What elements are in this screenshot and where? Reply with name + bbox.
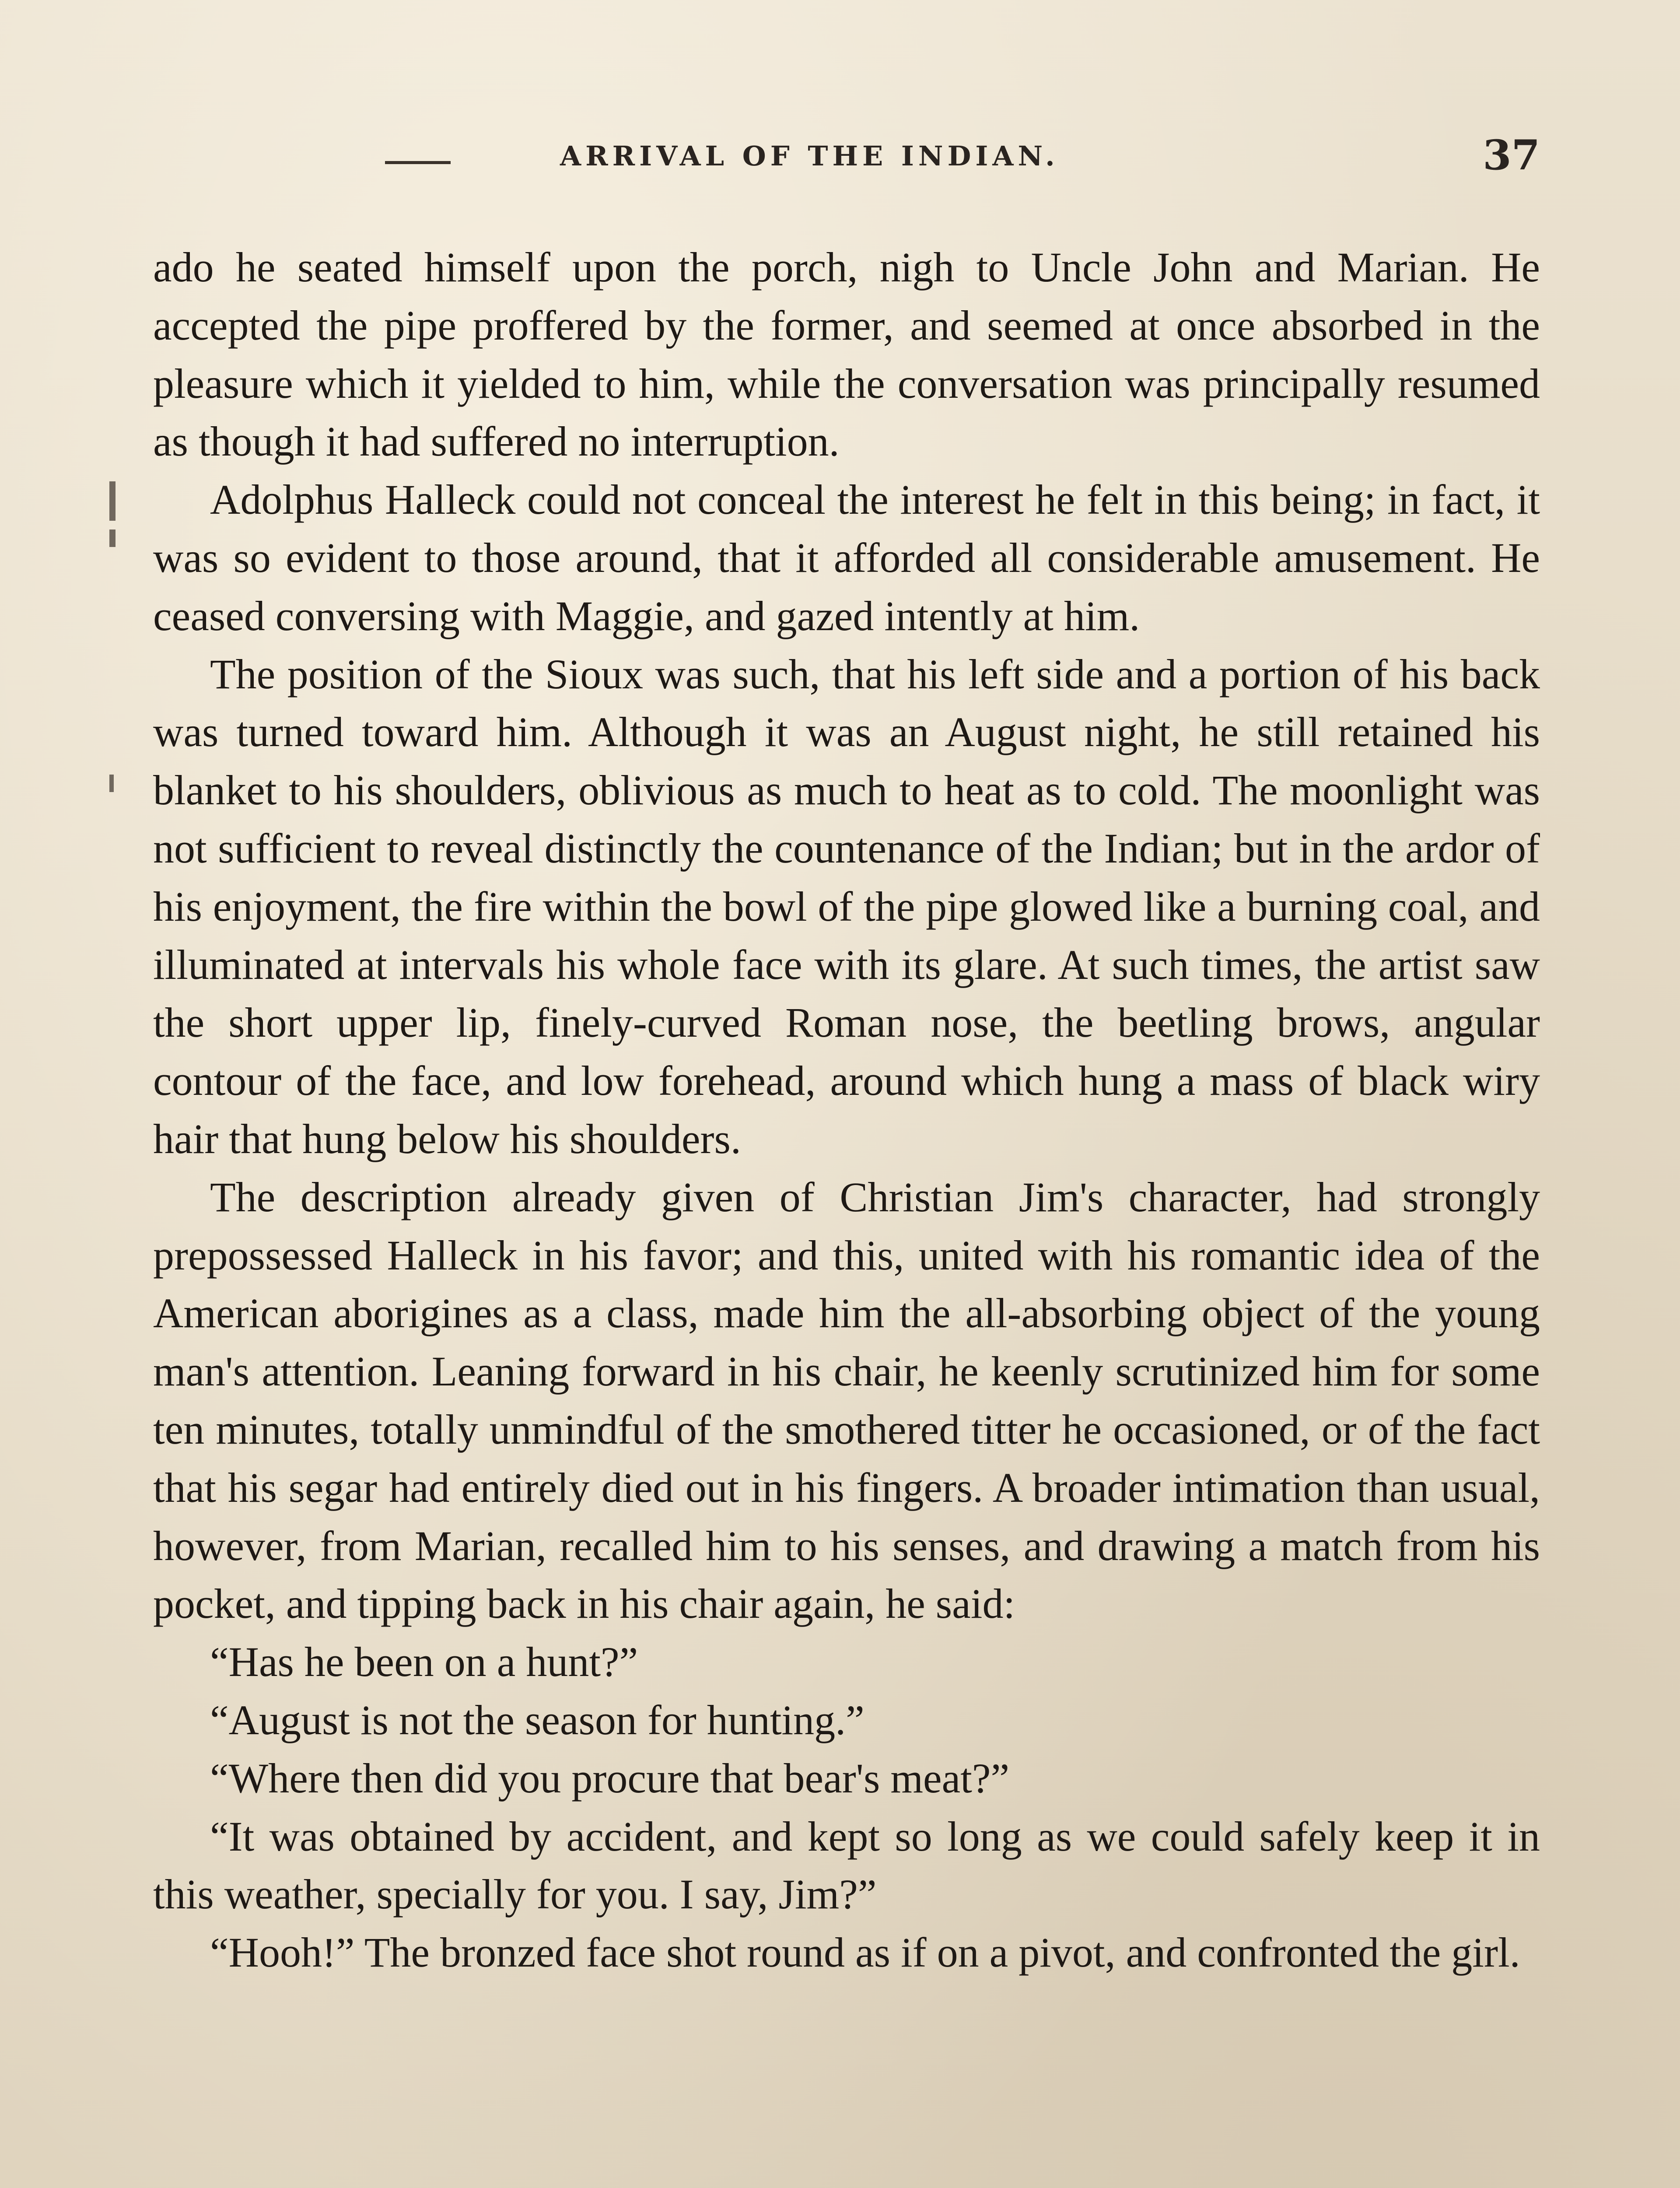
head-rule — [385, 161, 451, 164]
dialogue-line: “Where then did you procure that bear's meat?” — [210, 1754, 1010, 1802]
dialogue-line: “August is not the season for hunting.” — [210, 1696, 864, 1743]
dialogue-line: “Has he been on a hunt?” — [210, 1638, 638, 1686]
margin-mark — [109, 529, 116, 547]
dialogue-line: “It was obtained by accident, and kept so long as we could safely keep it in this weather, specially for you. I say, Jim?” — [153, 1813, 1540, 1918]
chapter-title: ARRIVAL OF THE INDIAN. — [560, 140, 1059, 172]
margin-mark — [109, 775, 114, 792]
paragraph: ado he seated himself upon the porch, nigh to Uncle John and Marian. He accepted the pipe proffered by the former, and seemed at once absorbed in the pleasure which it yielded to him, while the conversation was principally resumed as though it had suffered no interruption. — [153, 244, 1540, 465]
paragraph: The position of the Sioux was such, that his left side and a portion of his back was turned toward him. Although it was an August night, he still retained his blanket to his shoulders, oblivious as much to heat as to cold. The moonlight was not sufficient to reveal distinctly the countenance of the Indian; but in the ardor of his enjoyment, the fire within the bowl of the pipe glowed like a burning coal, and illuminated at intervals his whole face with its glare. At such times, the artist saw the short upper lip, finely-curved Roman nose, the beetling brows, angular contour of the face, and low forehead, around which hung a mass of black wiry hair that hung below his shoulders. — [153, 650, 1540, 1162]
paragraph: The description already given of Christian Jim's character, had strongly prepossessed Halleck in his favor; and this, united with his romantic idea of the American aborigines as a class, made him the all-absorbing object of the young man's attention. Leaning forward in his chair, he keenly scrutinized him for some ten minutes, totally unmindful of the smothered titter he occasioned, or of the fact that his segar had entirely died out in his fingers. A broader intimation than usual, however, from Marian, recalled him to his senses, and drawing a match from his pocket, and tipping back in his chair again, he said: — [153, 1173, 1540, 1627]
running-head — [153, 131, 1540, 184]
dialogue-line: “Hooh!” The bronzed face shot round as if on a pivot, and confronted the girl. — [210, 1929, 1520, 1976]
paragraph: Adolphus Halleck could not conceal the interest he felt in this being; in fact, it was so evident to those around, that it afforded all considerable amusement. He ceased conversing with Maggie, and gazed intently at him. — [153, 476, 1540, 639]
page-number: 37 — [1483, 131, 1540, 179]
body-text — [153, 238, 1540, 1982]
margin-mark — [109, 481, 116, 521]
